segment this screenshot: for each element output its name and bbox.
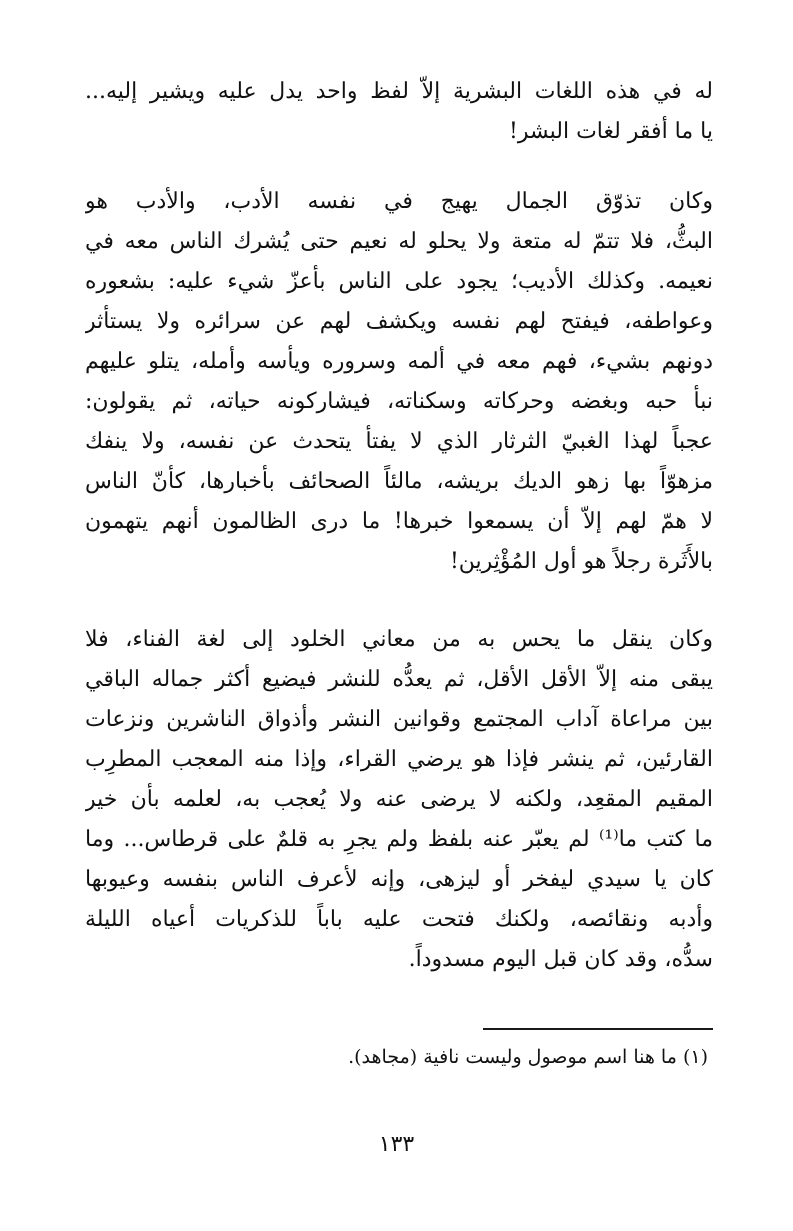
paragraph-3	[85, 620, 713, 980]
text-line: دونهم بشيء، فهم معه في ألمه وسروره ويأسه وأمله، يتلو عليهم	[85, 349, 713, 374]
text-line: وكان تذوّق الجمال يهيج في نفسه الأدب، والأدب هو	[85, 189, 713, 214]
text-line: نعيمه. وكذلك الأديب؛ يجود على الناس بأعزّ شيء عليه: بشعوره	[85, 269, 713, 294]
footnote-divider	[483, 1028, 713, 1030]
text-line: البثُّ، فلا تتمّ له متعة ولا يحلو له نعيم حتى يُشرك الناس معه في	[85, 229, 713, 254]
text-line: وعواطفه، فيفتح لهم نفسه ويكشف لهم عن سرائره ولا يستأثر	[85, 309, 713, 334]
text-line: بين مراعاة آداب المجتمع وقوانين النشر وأذواق الناشرين ونزعات	[85, 707, 713, 732]
text-line: كان يا سيدي ليفخر أو ليزهى، وإنه لأعرف الناس بنفسه وعيوبها	[85, 867, 713, 892]
text-line: القارئين، ثم ينشر فإذا هو يرضي القراء، وإذا منه المعجب المطرِب	[85, 747, 713, 772]
footnote: (١) ما هنا اسم موصول وليست نافية (مجاهد).	[348, 1046, 708, 1068]
text-line: نبأ حبه وبغضه وحركاته وسكناته، فيشاركونه حياته، ثم يقولون:	[85, 389, 713, 414]
text-line: سدُّه، وقد كان قبل اليوم مسدوداً.	[408, 947, 713, 972]
paragraph-2	[85, 182, 713, 582]
text-line: يبقى منه إلاّ الأقل الأقل، ثم يعدُّه للنشر فيضيع أكثر جماله الباقي	[85, 667, 713, 692]
text-line: ما كتب ما⁽¹⁾ لم يعبّر عنه بلفظ ولم يجرِ به قلمٌ على قرطاس... وما	[85, 827, 713, 852]
page-number: ١٣٣	[378, 1132, 415, 1157]
text-line: بالأَثَرة رجلاً هو أول المُؤْثِرين!	[449, 549, 713, 574]
text-line: مزهوّاً بها زهو الديك بريشه، مالئاً الصحائف بأخبارها، كأنّ الناس	[85, 469, 713, 494]
text-line: عجباً لهذا الغبيّ الثرثار الذي لا يفتأ يتحدث عن نفسه، ولا ينفك	[85, 429, 713, 454]
text-line: لا همّ لهم إلاّ أن يسمعوا خبرها! ما درى الظالمون أنهم يتهمون	[85, 509, 713, 534]
paragraph-1	[85, 72, 713, 152]
text-line: وأدبه ونقائصه، ولكنك فتحت عليه باباً للذكريات أعياه الليلة	[85, 907, 713, 932]
text-line: له في هذه اللغات البشرية إلاّ لفظ واحد يدل عليه ويشير إليه...	[85, 79, 713, 104]
text-line: وكان ينقل ما يحس به من معاني الخلود إلى لغة الفناء، فلا	[85, 627, 713, 652]
text-line: يا ما أفقر لغات البشر!	[509, 119, 713, 144]
text-line: المقيم المقعِد، ولكنه لا يرضى عنه ولا يُعجب به، لعلمه بأن خير	[85, 787, 713, 812]
